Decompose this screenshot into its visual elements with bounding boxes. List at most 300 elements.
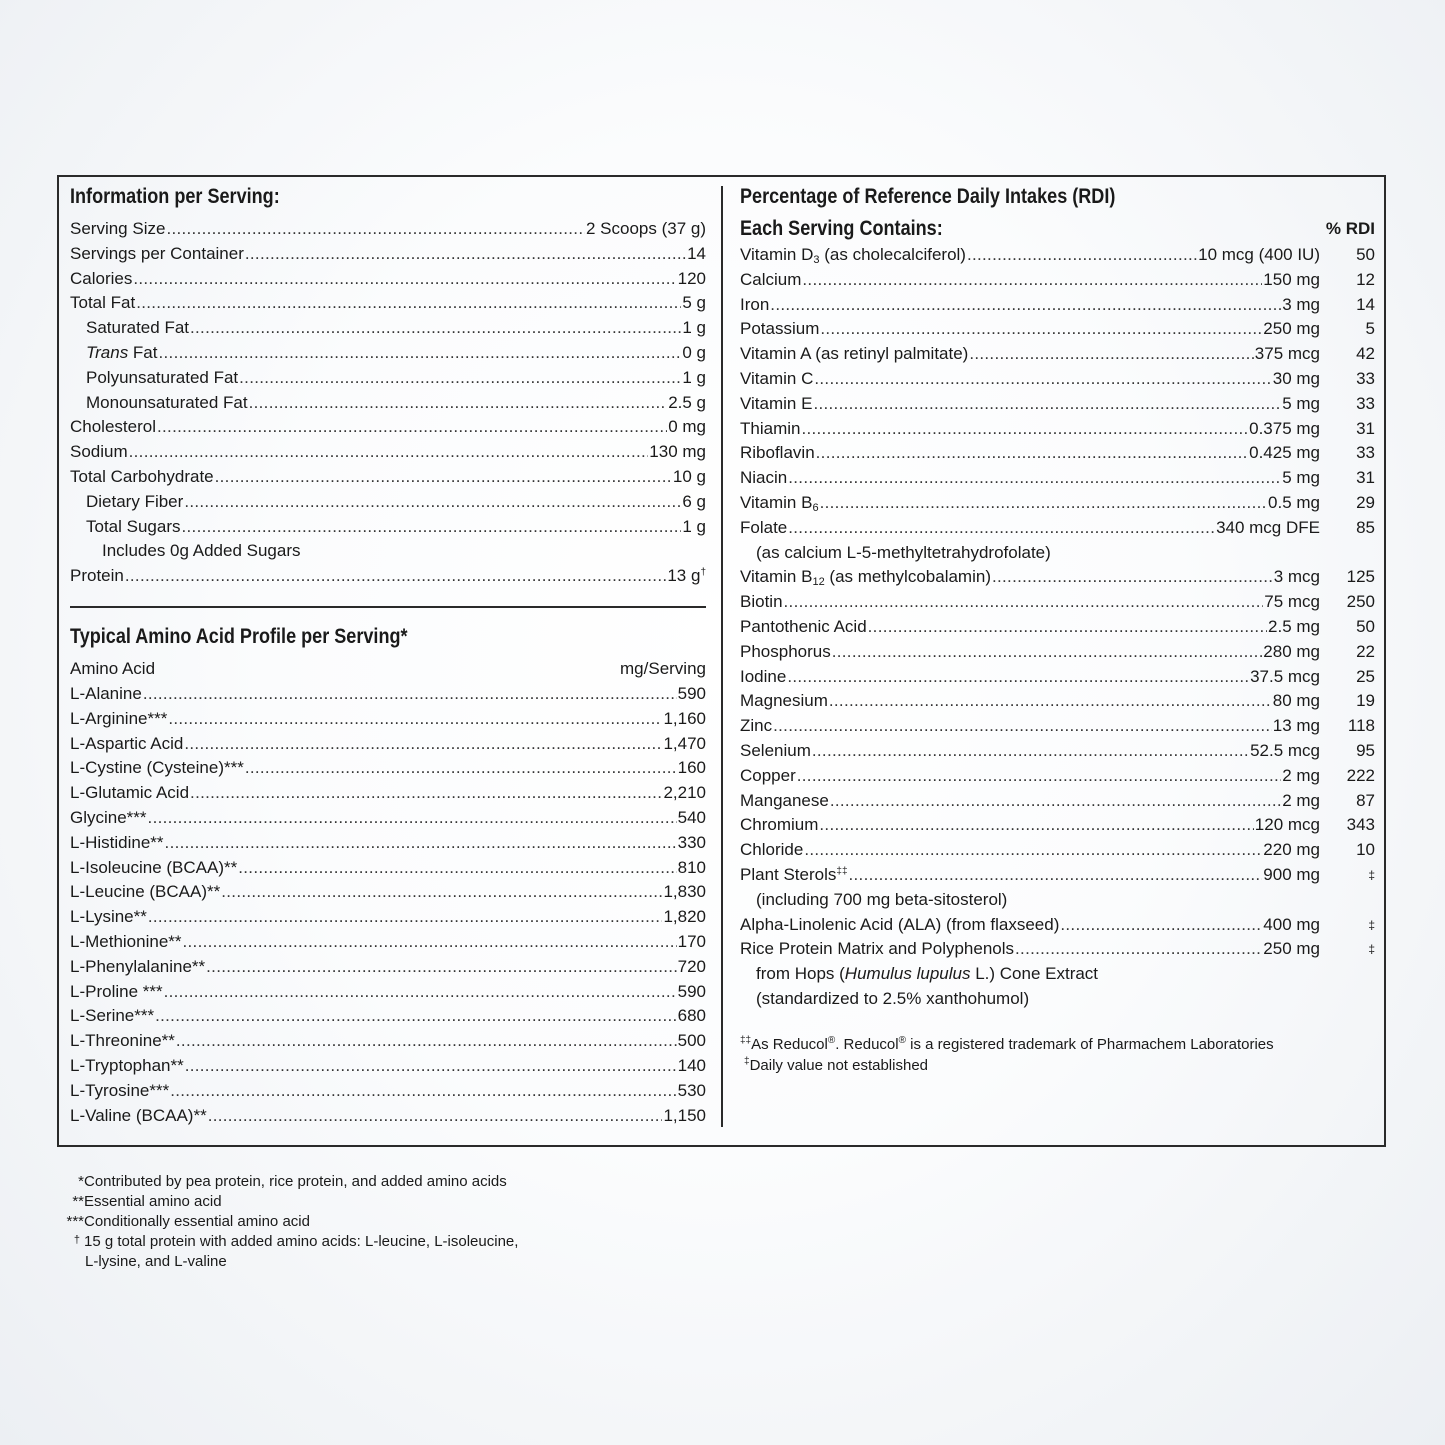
nutrient-continuation: (standardized to 2.5% xanthohumol): [756, 988, 1030, 1008]
nutrient-subscript: 12: [812, 576, 825, 589]
section-divider: [70, 606, 706, 608]
nutrient-label: [740, 640, 831, 665]
info-row: [70, 217, 706, 242]
info-line: [70, 564, 706, 589]
amino-row: [70, 1079, 706, 1104]
rdi-value: 19: [1356, 691, 1375, 711]
leader-dots: [816, 441, 1248, 466]
nutrient-value: 220 mg: [1263, 840, 1320, 860]
nutrient-row: [740, 987, 1375, 1012]
leader-dots: [159, 341, 682, 366]
amino-row: [70, 1104, 706, 1129]
amino-label: L-Leucine (BCAA)**: [70, 882, 221, 902]
amino-value: 810: [677, 857, 706, 877]
amino-label: L-Arginine***: [70, 708, 168, 728]
amino-line: [70, 880, 706, 905]
reducol-note: ‡‡As Reducol®. Reducol® is a registered trademark of Pharmachem Laboratories: [740, 1035, 1274, 1053]
rdi-value: 125: [1346, 567, 1375, 587]
info-line: [70, 465, 706, 490]
nutrient-value: 900 mg: [1263, 864, 1320, 884]
nutrient-line: [740, 268, 1320, 293]
info-value: [682, 490, 706, 515]
leader-dots: [245, 756, 677, 781]
info-value: [668, 415, 706, 440]
info-value: [682, 366, 706, 391]
nutrient-line: [740, 714, 1320, 739]
each-serving-heading: Each Serving Contains:: [740, 217, 943, 240]
leader-dots: [787, 665, 1249, 690]
nutrient-label: [740, 764, 796, 789]
leader-dots: [155, 1004, 677, 1029]
info-value-text: 130 mg: [649, 442, 706, 462]
amino-value: 1,830: [663, 882, 706, 902]
nutrient-row: [740, 317, 1375, 342]
amino-label: L-Tryptophan**: [70, 1055, 184, 1075]
nutrient-line: [740, 243, 1320, 268]
info-value-text: 1 g: [682, 367, 706, 387]
info-line: [70, 242, 706, 267]
leader-dots: [802, 268, 1262, 293]
nutrient-label: [740, 913, 1059, 938]
nutrient-label: [740, 838, 803, 863]
amino-line: [70, 1029, 706, 1054]
nutrient-line: [740, 417, 1320, 442]
leader-dots: [830, 789, 1281, 814]
amino-line: [70, 682, 706, 707]
leader-dots: [185, 1054, 677, 1079]
amino-value: 2,210: [663, 783, 706, 803]
daily-value-note: ‡Daily value not established: [744, 1056, 929, 1074]
leader-dots: [182, 515, 682, 540]
nutrient-label: [740, 789, 829, 814]
leader-dots: [129, 440, 649, 465]
info-label: Cholesterol: [70, 417, 156, 437]
nutrient-name: Magnesium: [740, 691, 828, 711]
amino-line: [70, 831, 706, 856]
nutrient-name: Alpha-Linolenic Acid (ALA) (from flaxseed): [740, 914, 1060, 934]
amino-row: [70, 980, 706, 1005]
nutrient-name: Iodine: [740, 666, 787, 686]
info-line: [86, 490, 706, 515]
nutrient-line: [740, 615, 1320, 640]
leader-dots: [166, 217, 585, 242]
info-value: [687, 242, 706, 267]
nutrient-row: [740, 714, 1375, 739]
nutrient-continuation: [756, 962, 1098, 987]
amino-row: [70, 707, 706, 732]
leader-dots: [832, 640, 1263, 665]
amino-value: 330: [677, 832, 706, 852]
info-value: [682, 316, 706, 341]
nutrient-name: Selenium: [740, 740, 811, 760]
leader-dots: [967, 243, 1197, 268]
nutrient-label: [740, 441, 815, 466]
nutrient-value: 280 mg: [1263, 641, 1320, 661]
nutrient-line: [740, 516, 1320, 541]
amino-row: [70, 806, 706, 831]
nutrient-line: [740, 367, 1320, 392]
amino-row: [70, 682, 706, 707]
footnote-mark: ***: [66, 1213, 84, 1230]
leader-dots: [190, 781, 662, 806]
nutrient-line: [740, 689, 1320, 714]
nutrient-label: [740, 516, 787, 541]
info-heading: Information per Serving:: [70, 185, 280, 208]
cont-post: L.) Cone Extract: [970, 964, 1099, 984]
info-value-text: 0 g: [682, 342, 706, 362]
info-value: [649, 440, 706, 465]
nutrient-row: [740, 962, 1375, 987]
leader-dots: [176, 1029, 677, 1054]
amino-line: [70, 980, 706, 1005]
rdi-value: 33: [1356, 393, 1375, 413]
nutrient-label: [740, 293, 769, 318]
nutrient-name: Niacin: [740, 468, 788, 488]
info-value: [673, 465, 706, 490]
info-label: Includes 0g Added Sugars: [102, 541, 301, 561]
info-row: [70, 539, 706, 564]
amino-value: 1,820: [663, 907, 706, 927]
rdi-value: 118: [1347, 716, 1375, 736]
leader-dots: [184, 490, 681, 515]
amino-value: 140: [677, 1055, 706, 1075]
leader-dots: [868, 615, 1267, 640]
amino-row: [70, 781, 706, 806]
amino-value: 590: [677, 684, 706, 703]
leader-dots: [1060, 913, 1262, 938]
info-value-text: 1 g: [682, 318, 706, 338]
nutrient-continuation: (including 700 mg beta-sitosterol): [756, 889, 1008, 909]
amino-value: 530: [677, 1080, 706, 1100]
leader-dots: [788, 466, 1281, 491]
info-value: [667, 564, 706, 589]
nutrient-row: [740, 888, 1375, 913]
nutrient-row: [740, 937, 1375, 962]
nutrient-row: [740, 739, 1375, 764]
rdi-value: 85: [1356, 517, 1375, 537]
info-label: Polyunsaturated Fat: [86, 367, 239, 387]
nutrient-line: [740, 640, 1320, 665]
leader-dots: [165, 831, 677, 856]
nutrient-value: 30 mg: [1272, 368, 1320, 388]
nutrient-label: [740, 417, 800, 442]
amino-line: [70, 781, 706, 806]
amino-line: [70, 1004, 706, 1029]
info-label-rest: Fat: [128, 342, 158, 362]
leader-dots: [168, 707, 662, 732]
info-row: [70, 366, 706, 391]
nutrient-value: 250 mg: [1263, 939, 1320, 959]
leader-dots: [157, 415, 667, 440]
nutrient-value: 120 mcg: [1254, 815, 1320, 835]
leader-dots: [820, 491, 1267, 516]
rdi-value: 12: [1356, 269, 1375, 289]
amino-line: [70, 930, 706, 955]
leader-dots: [133, 267, 676, 292]
amino-value: 500: [677, 1031, 706, 1051]
amino-label: L-Threonine**: [70, 1031, 175, 1051]
info-value-text: 13 g: [667, 566, 701, 586]
amino-label: L-Aspartic Acid: [70, 733, 184, 753]
nutrient-name: Rice Protein Matrix and Polyphenols: [740, 939, 1015, 959]
nutrient-line: [740, 392, 1320, 417]
nutrient-name: Folate: [740, 517, 788, 537]
amino-value: 170: [677, 931, 706, 951]
leader-dots: [819, 813, 1253, 838]
nutrient-name: Copper: [740, 765, 796, 785]
nutrient-line: [740, 491, 1320, 516]
nutrient-line: [740, 764, 1320, 789]
rdi-value: 222: [1346, 765, 1375, 785]
leader-dots: [773, 714, 1272, 739]
nutrient-row: [740, 417, 1375, 442]
info-value: [668, 391, 706, 416]
amino-line: [70, 1104, 706, 1129]
rdi-value: 87: [1356, 790, 1375, 810]
nutrient-name: Iron: [740, 294, 770, 314]
nutrient-name: Biotin: [740, 592, 783, 612]
rdi-value: 343: [1346, 815, 1375, 835]
rdi-value: 95: [1356, 740, 1375, 760]
nutrient-name: Vitamin B: [740, 492, 813, 512]
rdi-value: 50: [1356, 245, 1375, 264]
rdi-value: 31: [1356, 468, 1375, 488]
nutrient-subscript: 6: [812, 501, 819, 514]
amino-row: [70, 831, 706, 856]
rdi-value: 42: [1356, 344, 1375, 364]
info-label: Calories: [70, 268, 133, 288]
info-row: [70, 490, 706, 515]
leader-dots: [797, 764, 1281, 789]
nutrient-label: [740, 714, 772, 739]
rdi-value: 14: [1356, 294, 1375, 314]
rdi-value: ‡: [1368, 917, 1375, 932]
info-row: [70, 341, 706, 366]
info-value-text: 0 mg: [668, 417, 706, 437]
nutrient-row: [740, 516, 1375, 541]
footnote-text: 15 g total protein with added amino acids: L-leucine, L-isoleucine,: [84, 1233, 519, 1250]
info-line: [86, 341, 706, 366]
info-line: [70, 415, 706, 440]
nutrient-row: [740, 293, 1375, 318]
amino-row: [70, 756, 706, 781]
info-value: [682, 291, 706, 316]
amino-line: [70, 856, 706, 881]
nutrient-name: Vitamin C: [740, 368, 814, 388]
leader-dots: [184, 732, 662, 757]
nutrient-line: [740, 789, 1320, 814]
rdi-value: ‡: [1368, 867, 1375, 882]
leader-dots: [170, 1079, 676, 1104]
info-row: [70, 515, 706, 540]
nutrient-label: [740, 491, 819, 516]
nutrient-row: [740, 392, 1375, 417]
rdi-heading: Percentage of Reference Daily Intakes (RDI): [740, 185, 1116, 208]
nutrient-value: 375 mcg: [1254, 344, 1320, 364]
nutrient-row: [740, 565, 1375, 590]
leader-dots: [148, 905, 663, 930]
leader-dots: [814, 367, 1271, 392]
footnote-mark: †: [73, 1234, 80, 1246]
info-value-text: 10 g: [672, 466, 706, 486]
amino-line: [70, 806, 706, 831]
rdi-value: 22: [1356, 641, 1375, 661]
info-label: Sodium: [70, 442, 128, 462]
nutrient-row: [740, 243, 1375, 268]
leader-dots: [208, 1104, 663, 1129]
amino-row: [70, 1004, 706, 1029]
info-value-text: 5 g: [682, 293, 706, 313]
info-line: [70, 440, 706, 465]
footnote-mark: **: [72, 1193, 84, 1210]
rdi-value: 250: [1346, 592, 1375, 612]
info-value: [682, 341, 706, 366]
nutrient-row: [740, 813, 1375, 838]
nutrient-row: [740, 640, 1375, 665]
info-label: Protein: [70, 566, 124, 586]
leader-dots: [820, 317, 1262, 342]
info-label: Monounsaturated Fat: [86, 392, 248, 412]
leader-dots: [804, 838, 1262, 863]
amino-row: [70, 856, 706, 881]
nutrient-line: [740, 739, 1320, 764]
nutrient-label: [740, 937, 1014, 962]
amino-row: [70, 1029, 706, 1054]
info-row: [70, 415, 706, 440]
nutrient-table: [740, 243, 1375, 1012]
amino-value: 160: [677, 758, 706, 778]
amino-row: [70, 880, 706, 905]
rdi-value: 31: [1356, 418, 1375, 438]
amino-label: L-Alanine: [70, 684, 142, 703]
nutrient-value: 3 mg: [1282, 294, 1320, 314]
nutrient-label: [740, 813, 818, 838]
column-divider: [721, 186, 723, 1127]
amino-row: [70, 732, 706, 757]
amino-line: [70, 905, 706, 930]
nutrient-subscript: 3: [813, 254, 820, 266]
leader-dots: [221, 880, 662, 905]
leader-dots: [992, 565, 1273, 590]
leader-dots: [813, 392, 1281, 417]
nutrient-label: [740, 317, 819, 342]
info-value: [678, 267, 706, 292]
cont-pre: from Hops (: [756, 964, 845, 984]
info-label: Servings per Container: [70, 243, 244, 263]
leader-dots: [136, 291, 681, 316]
nutrient-row: [740, 789, 1375, 814]
rdi-value: 5: [1365, 319, 1375, 339]
nutrient-name-rest: (as methylcobalamin): [824, 567, 991, 587]
info-value-text: 2 Scoops (37 g): [585, 219, 706, 238]
nutrient-row: [740, 590, 1375, 615]
nutrient-value: 250 mg: [1263, 319, 1320, 339]
amino-row: [70, 955, 706, 980]
info-row: [70, 316, 706, 341]
info-line: [86, 316, 706, 341]
nutrient-row: [740, 689, 1375, 714]
nutrient-name: Chromium: [740, 815, 819, 835]
info-label: Dietary Fiber: [86, 491, 184, 511]
nutrient-row: [740, 913, 1375, 938]
leader-dots: [143, 682, 677, 707]
nutrient-row: [740, 491, 1375, 516]
amino-label: L-Isoleucine (BCAA)**: [70, 857, 238, 877]
nutrient-value: 75 mcg: [1264, 592, 1320, 612]
amino-value: 540: [677, 807, 706, 827]
info-value: [586, 217, 706, 242]
amino-label: L-Valine (BCAA)**: [70, 1105, 207, 1125]
nutrient-label: [740, 590, 783, 615]
nutrient-name: Plant Sterols: [740, 864, 837, 884]
info-label-italic: Trans: [86, 342, 129, 362]
info-row: [70, 440, 706, 465]
leader-dots: [1015, 937, 1262, 962]
leader-dots: [125, 564, 666, 589]
nutrient-line: [740, 863, 1320, 888]
nutrient-name-rest: (as cholecalciferol): [819, 245, 966, 264]
nutrient-row: [740, 764, 1375, 789]
nutrient-row: [740, 268, 1375, 293]
amino-line: [70, 707, 706, 732]
info-line: [86, 391, 706, 416]
nutrient-line: [740, 937, 1320, 962]
rdi-value: 29: [1356, 492, 1375, 512]
info-value-text: 14: [687, 243, 706, 263]
nutrient-line: [740, 838, 1320, 863]
nutrient-name: Potassium: [740, 319, 820, 339]
rdi-value: ‡: [1368, 942, 1375, 957]
leader-dots: [770, 293, 1281, 318]
nutrient-value: 2 mg: [1282, 790, 1320, 810]
info-row: [70, 242, 706, 267]
nutrient-value: 0.375 mg: [1249, 418, 1320, 438]
amino-label: Glycine***: [70, 807, 147, 827]
amino-row: [70, 930, 706, 955]
amino-value: 1,470: [663, 733, 706, 753]
nutrient-row: [740, 615, 1375, 640]
amino-line: [70, 756, 706, 781]
nutrient-name: Vitamin D: [740, 245, 814, 264]
rdi-value: 33: [1356, 443, 1375, 463]
info-label: Total Sugars: [86, 516, 181, 536]
nutrient-line: [740, 441, 1320, 466]
nutrient-label: [740, 243, 966, 268]
nutrient-name: Manganese: [740, 790, 829, 810]
nutrient-row: [740, 367, 1375, 392]
nutrient-name: Phosphorus: [740, 641, 831, 661]
nutrient-line: [740, 293, 1320, 318]
nutrient-value: 5 mg: [1282, 468, 1320, 488]
nutrient-line: [740, 913, 1320, 938]
nutrient-label: [740, 739, 811, 764]
nutrient-label: [740, 367, 813, 392]
leader-dots: [849, 863, 1263, 888]
nutrient-line: [740, 466, 1320, 491]
nutrient-row: [740, 441, 1375, 466]
leader-dots: [215, 465, 672, 490]
nutrient-label: [740, 342, 968, 367]
amino-label: L-Tyrosine***: [70, 1080, 170, 1100]
nutrient-value: 13 mg: [1272, 716, 1320, 736]
nutrient-name: Chloride: [740, 840, 804, 860]
rdi-value: 50: [1356, 616, 1375, 636]
info-row: [70, 291, 706, 316]
nutrient-label: [740, 615, 867, 640]
amino-line: [70, 732, 706, 757]
nutrient-name: Calcium: [740, 269, 802, 289]
info-table: [70, 217, 706, 589]
